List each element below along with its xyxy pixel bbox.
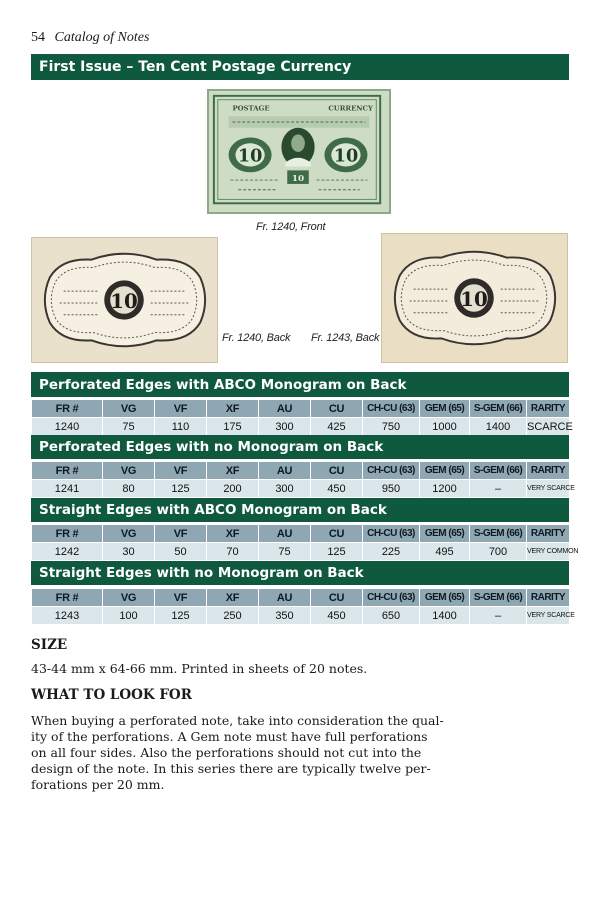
col-rarity: RARITY [527, 589, 570, 607]
col-vf: VF [155, 589, 207, 607]
cell-au: 75 [259, 543, 311, 561]
cell-ch-cu: 650 [363, 607, 420, 625]
cell-cu: 450 [311, 480, 363, 498]
col-cu: CU [311, 462, 363, 480]
col-gem: GEM (65) [420, 462, 470, 480]
cell-s-gem: 700 [470, 543, 527, 561]
cell-gem: 1000 [420, 418, 470, 436]
table3-title: Straight Edges with ABCO Monogram on Back [31, 498, 569, 522]
price-table-2 [31, 461, 575, 498]
col-ch-cu: CH-CU (63) [363, 400, 420, 418]
col-ch-cu: CH-CU (63) [363, 525, 420, 543]
cell-vf: 50 [155, 543, 207, 561]
col-s-gem: S-GEM (66) [470, 589, 527, 607]
size-text: 43-44 mm x 64-66 mm. Printed in sheets of 20 notes. [31, 661, 368, 676]
cell-rarity: VERY SCARCE [527, 607, 570, 625]
cell-rarity: SCARCE [527, 418, 570, 436]
table2-title: Perforated Edges with no Monogram on Back [31, 435, 569, 459]
note-back-1243-image [381, 233, 568, 363]
note-front-image [207, 89, 391, 214]
back1-caption: Fr. 1240, Back [222, 332, 291, 344]
cell-gem: 1400 [420, 607, 470, 625]
size-heading: SIZE [31, 637, 68, 653]
price-table-1 [31, 399, 573, 436]
page-number: 54 [31, 30, 45, 45]
look-for-line: on all four sides. Also the perforations should not cut into the [31, 745, 422, 760]
cell-gem: 495 [420, 543, 470, 561]
cell-s-gem: – [470, 607, 527, 625]
col-rarity: RARITY [527, 462, 570, 480]
front-caption: Fr. 1240, Front [256, 221, 326, 233]
cell-fr: 1242 [32, 543, 103, 561]
look-for-line: forations per 20 mm. [31, 777, 165, 792]
front-right-denomination: 10 [333, 146, 359, 167]
col-vf: VF [155, 400, 207, 418]
look-for-line: design of the note. In this series there are typically twelve per- [31, 761, 431, 776]
col-fr: FR # [32, 589, 103, 607]
col-vg: VG [103, 462, 155, 480]
cell-au: 300 [259, 480, 311, 498]
cell-vg: 100 [103, 607, 155, 625]
front-shield-denomination: 10 [291, 174, 305, 185]
col-xf: XF [207, 400, 259, 418]
col-au: AU [259, 589, 311, 607]
cell-fr: 1241 [32, 480, 103, 498]
table-header-row [32, 400, 570, 418]
col-fr: FR # [32, 400, 103, 418]
cell-rarity: VERY COMMON [527, 543, 570, 561]
col-vf: VF [155, 525, 207, 543]
running-title: Catalog of Notes [54, 30, 150, 45]
col-s-gem: S-GEM (66) [470, 400, 527, 418]
cell-ch-cu: 950 [363, 480, 420, 498]
cell-au: 300 [259, 418, 311, 436]
col-gem: GEM (65) [420, 589, 470, 607]
front-top-right-text: CURRENCY [328, 104, 373, 113]
col-fr: FR # [32, 462, 103, 480]
col-xf: XF [207, 462, 259, 480]
section-title: First Issue – Ten Cent Postage Currency [31, 54, 569, 80]
table-header-row [32, 589, 570, 607]
cell-fr: 1240 [32, 418, 103, 436]
cell-ch-cu: 750 [363, 418, 420, 436]
cell-rarity: VERY SCARCE [527, 480, 570, 498]
back2-denomination: 10 [460, 286, 488, 311]
cell-xf: 70 [207, 543, 259, 561]
cell-ch-cu: 225 [363, 543, 420, 561]
col-vg: VG [103, 525, 155, 543]
col-gem: GEM (65) [420, 525, 470, 543]
cell-s-gem: – [470, 480, 527, 498]
cell-cu: 125 [311, 543, 363, 561]
col-vg: VG [103, 400, 155, 418]
col-ch-cu: CH-CU (63) [363, 462, 420, 480]
col-cu: CU [311, 589, 363, 607]
note-back-1240-image [31, 237, 218, 363]
table1-title: Perforated Edges with ABCO Monogram on Back [31, 372, 569, 397]
col-au: AU [259, 462, 311, 480]
col-rarity: RARITY [527, 525, 570, 543]
col-vg: VG [103, 589, 155, 607]
front-left-denomination: 10 [237, 146, 263, 167]
back2-caption: Fr. 1243, Back [311, 332, 380, 344]
cell-xf: 250 [207, 607, 259, 625]
col-xf: XF [207, 525, 259, 543]
col-xf: XF [207, 589, 259, 607]
front-top-left-text: POSTAGE [232, 104, 270, 113]
table-row [32, 418, 570, 436]
cell-vf: 110 [155, 418, 207, 436]
col-s-gem: S-GEM (66) [470, 525, 527, 543]
cell-s-gem: 1400 [470, 418, 527, 436]
cell-cu: 450 [311, 607, 363, 625]
col-s-gem: S-GEM (66) [470, 462, 527, 480]
cell-cu: 425 [311, 418, 363, 436]
col-fr: FR # [32, 525, 103, 543]
price-table-3 [31, 524, 579, 561]
cell-vg: 75 [103, 418, 155, 436]
look-for-line: When buying a perforated note, take into consideration the qual- [31, 713, 444, 728]
look-for-heading: WHAT TO LOOK FOR [31, 687, 192, 703]
cell-xf: 200 [207, 480, 259, 498]
cell-vg: 80 [103, 480, 155, 498]
col-vf: VF [155, 462, 207, 480]
table-header-row [32, 462, 570, 480]
look-for-line: ity of the perforations. A Gem note must have full perforations [31, 729, 428, 744]
look-for-paragraph [31, 713, 444, 793]
col-au: AU [259, 525, 311, 543]
col-au: AU [259, 400, 311, 418]
running-header [31, 30, 149, 46]
table-row [32, 543, 570, 561]
table4-title: Straight Edges with no Monogram on Back [31, 561, 569, 585]
col-gem: GEM (65) [420, 400, 470, 418]
price-table-4 [31, 588, 575, 625]
cell-au: 350 [259, 607, 311, 625]
cell-vf: 125 [155, 480, 207, 498]
cell-gem: 1200 [420, 480, 470, 498]
table-row [32, 480, 570, 498]
col-ch-cu: CH-CU (63) [363, 589, 420, 607]
col-cu: CU [311, 525, 363, 543]
table-header-row [32, 525, 570, 543]
cell-vg: 30 [103, 543, 155, 561]
col-cu: CU [311, 400, 363, 418]
cell-vf: 125 [155, 607, 207, 625]
cell-xf: 175 [207, 418, 259, 436]
col-rarity: RARITY [527, 400, 570, 418]
cell-fr: 1243 [32, 607, 103, 625]
back1-denomination: 10 [110, 288, 138, 313]
table-row [32, 607, 570, 625]
